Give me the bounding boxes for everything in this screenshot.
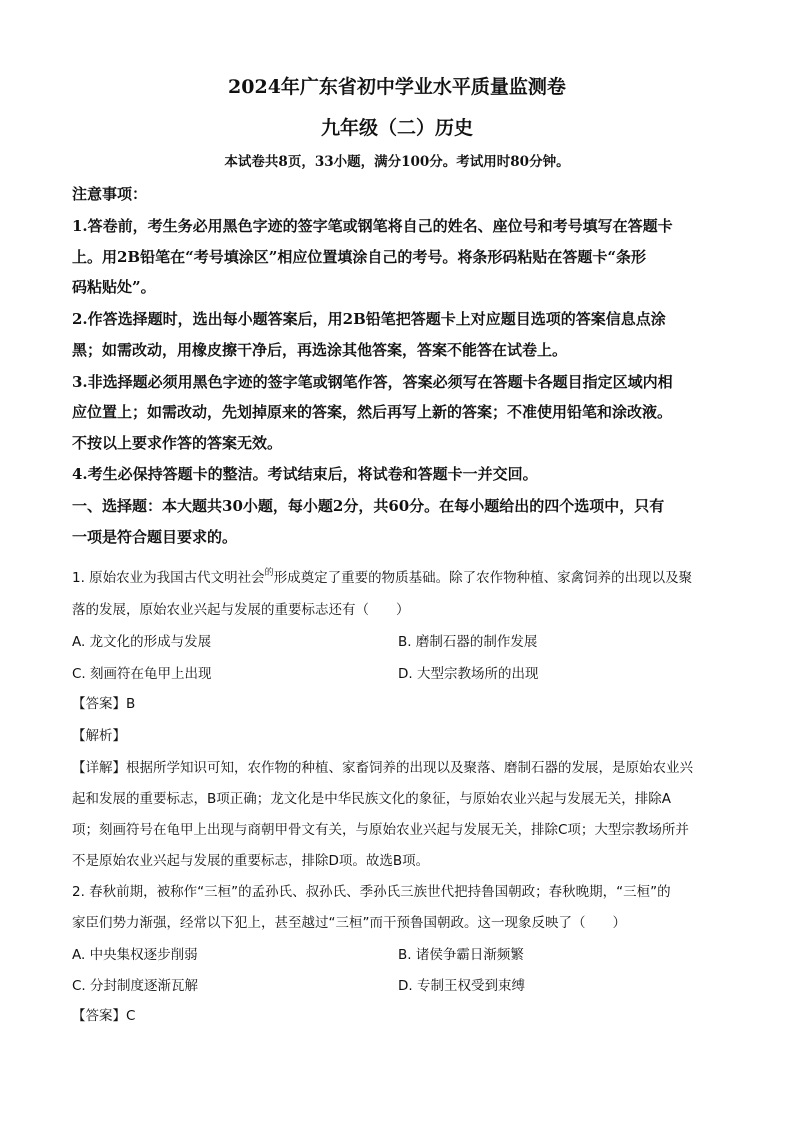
question-1-option-a: A. 龙文化的形成与发展 <box>72 634 212 650</box>
notice-heading: 注意事项： <box>72 185 148 203</box>
question-1-stem <box>72 566 692 586</box>
question-1-detail-line: 不是原始农业兴起与发展的重要标志，排除D项。故选B项。 <box>72 853 430 869</box>
question-1-option-b: B. 磨制石器的制作发展 <box>398 634 538 650</box>
notice-line: 3.非选择题必须用黑色字迹的签字笔或钢笔作答，答案必须写在答题卡各题目指定区域内相 <box>72 373 673 391</box>
notice-line: 上。用2B铅笔在“考号填涂区”相应位置填涂自己的考号。将条形码粘贴在答题卡“条形 <box>72 248 647 266</box>
notice-line: 2.作答选择题时，选出每小题答案后，用2B铅笔把答题卡上对应题目选项的答案信息点涂 <box>72 310 666 328</box>
question-1-stem-part: 形成奠定了重要的物质基础。除了农作物种植、家禽饲养的出现以及聚 <box>273 570 693 586</box>
exam-title: 2024年广东省初中学业水平质量监测卷 <box>228 76 566 98</box>
question-2-answer: 【答案】C <box>72 1008 136 1024</box>
question-2-option-d: D. 专制王权受到束缚 <box>398 978 525 994</box>
question-2-option-a: A. 中央集权逐步削弱 <box>72 947 198 963</box>
question-1-stem-part: 1. 原始农业为我国古代文明社会 <box>72 570 265 586</box>
notice-line: 1.答卷前，考生务必用黑色字迹的签字笔或钢笔将自己的姓名、座位号和考号填写在答题卡 <box>72 217 673 235</box>
notice-line: 4.考生必保持答题卡的整洁。考试结束后，将试卷和答题卡一并交回。 <box>72 465 538 483</box>
section-heading: 一项是符合题目要求的。 <box>72 528 238 546</box>
question-1-stem-line2: 落的发展，原始农业兴起与发展的重要标志还有（ ） <box>72 602 410 618</box>
notice-line: 应位置上；如需改动，先划掉原来的答案，然后再写上新的答案；不准使用铅笔和涂改液。 <box>72 403 673 421</box>
question-1-answer: 【答案】B <box>72 696 136 712</box>
question-2-option-c: C. 分封制度逐渐瓦解 <box>72 978 199 994</box>
question-2-option-b: B. 诸侯争霸日渐频繁 <box>398 947 524 963</box>
question-1-stem-sup: 的 <box>264 568 274 578</box>
exam-subtitle: 九年级（二）历史 <box>320 117 473 139</box>
question-1-option-d: D. 大型宗教场所的出现 <box>398 666 539 682</box>
question-1-detail-line: 项；刻画符号在龟甲上出现与商朝甲骨文有关，与原始农业兴起与发展无关，排除C项；大型宗教场所并 <box>72 822 689 838</box>
notice-line: 码粘贴处”。 <box>72 278 156 296</box>
notice-line: 不按以上要求作答的答案无效。 <box>72 434 283 452</box>
question-1-detail-line: 【详解】根据所学知识可知，农作物的种植、家畜饲养的出现以及聚落、磨制石器的发展，是原始农业兴 <box>72 760 693 776</box>
question-1-detail-line: 起和发展的重要标志，B项正确；龙文化是中华民族文化的象征，与原始农业兴起与发展无关，排除A <box>72 791 671 807</box>
exam-info: 本试卷共8页，33小题，满分100分。考试用时80分钟。 <box>224 154 570 170</box>
section-heading: 一、选择题：本大题共30小题，每小题2分，共60分。在每小题给出的四个选项中，只有 <box>72 497 665 515</box>
question-2-stem-line: 家臣们势力渐强，经常以下犯上，甚至越过“三桓”而干预鲁国朝政。这一现象反映了（ ） <box>72 915 626 931</box>
question-1-option-c: C. 刻画符在龟甲上出现 <box>72 666 212 682</box>
notice-line: 黑；如需改动，用橡皮擦干净后，再选涂其他答案，答案不能答在试卷上。 <box>72 341 568 359</box>
question-1-analysis-heading: 【解析】 <box>72 728 126 744</box>
question-2-stem-line: 2. 春秋前期，被称作“三桓”的孟孙氏、叔孙氏、季孙氏三族世代把持鲁国朝政；春秋晚期，“三桓”的 <box>72 884 671 900</box>
